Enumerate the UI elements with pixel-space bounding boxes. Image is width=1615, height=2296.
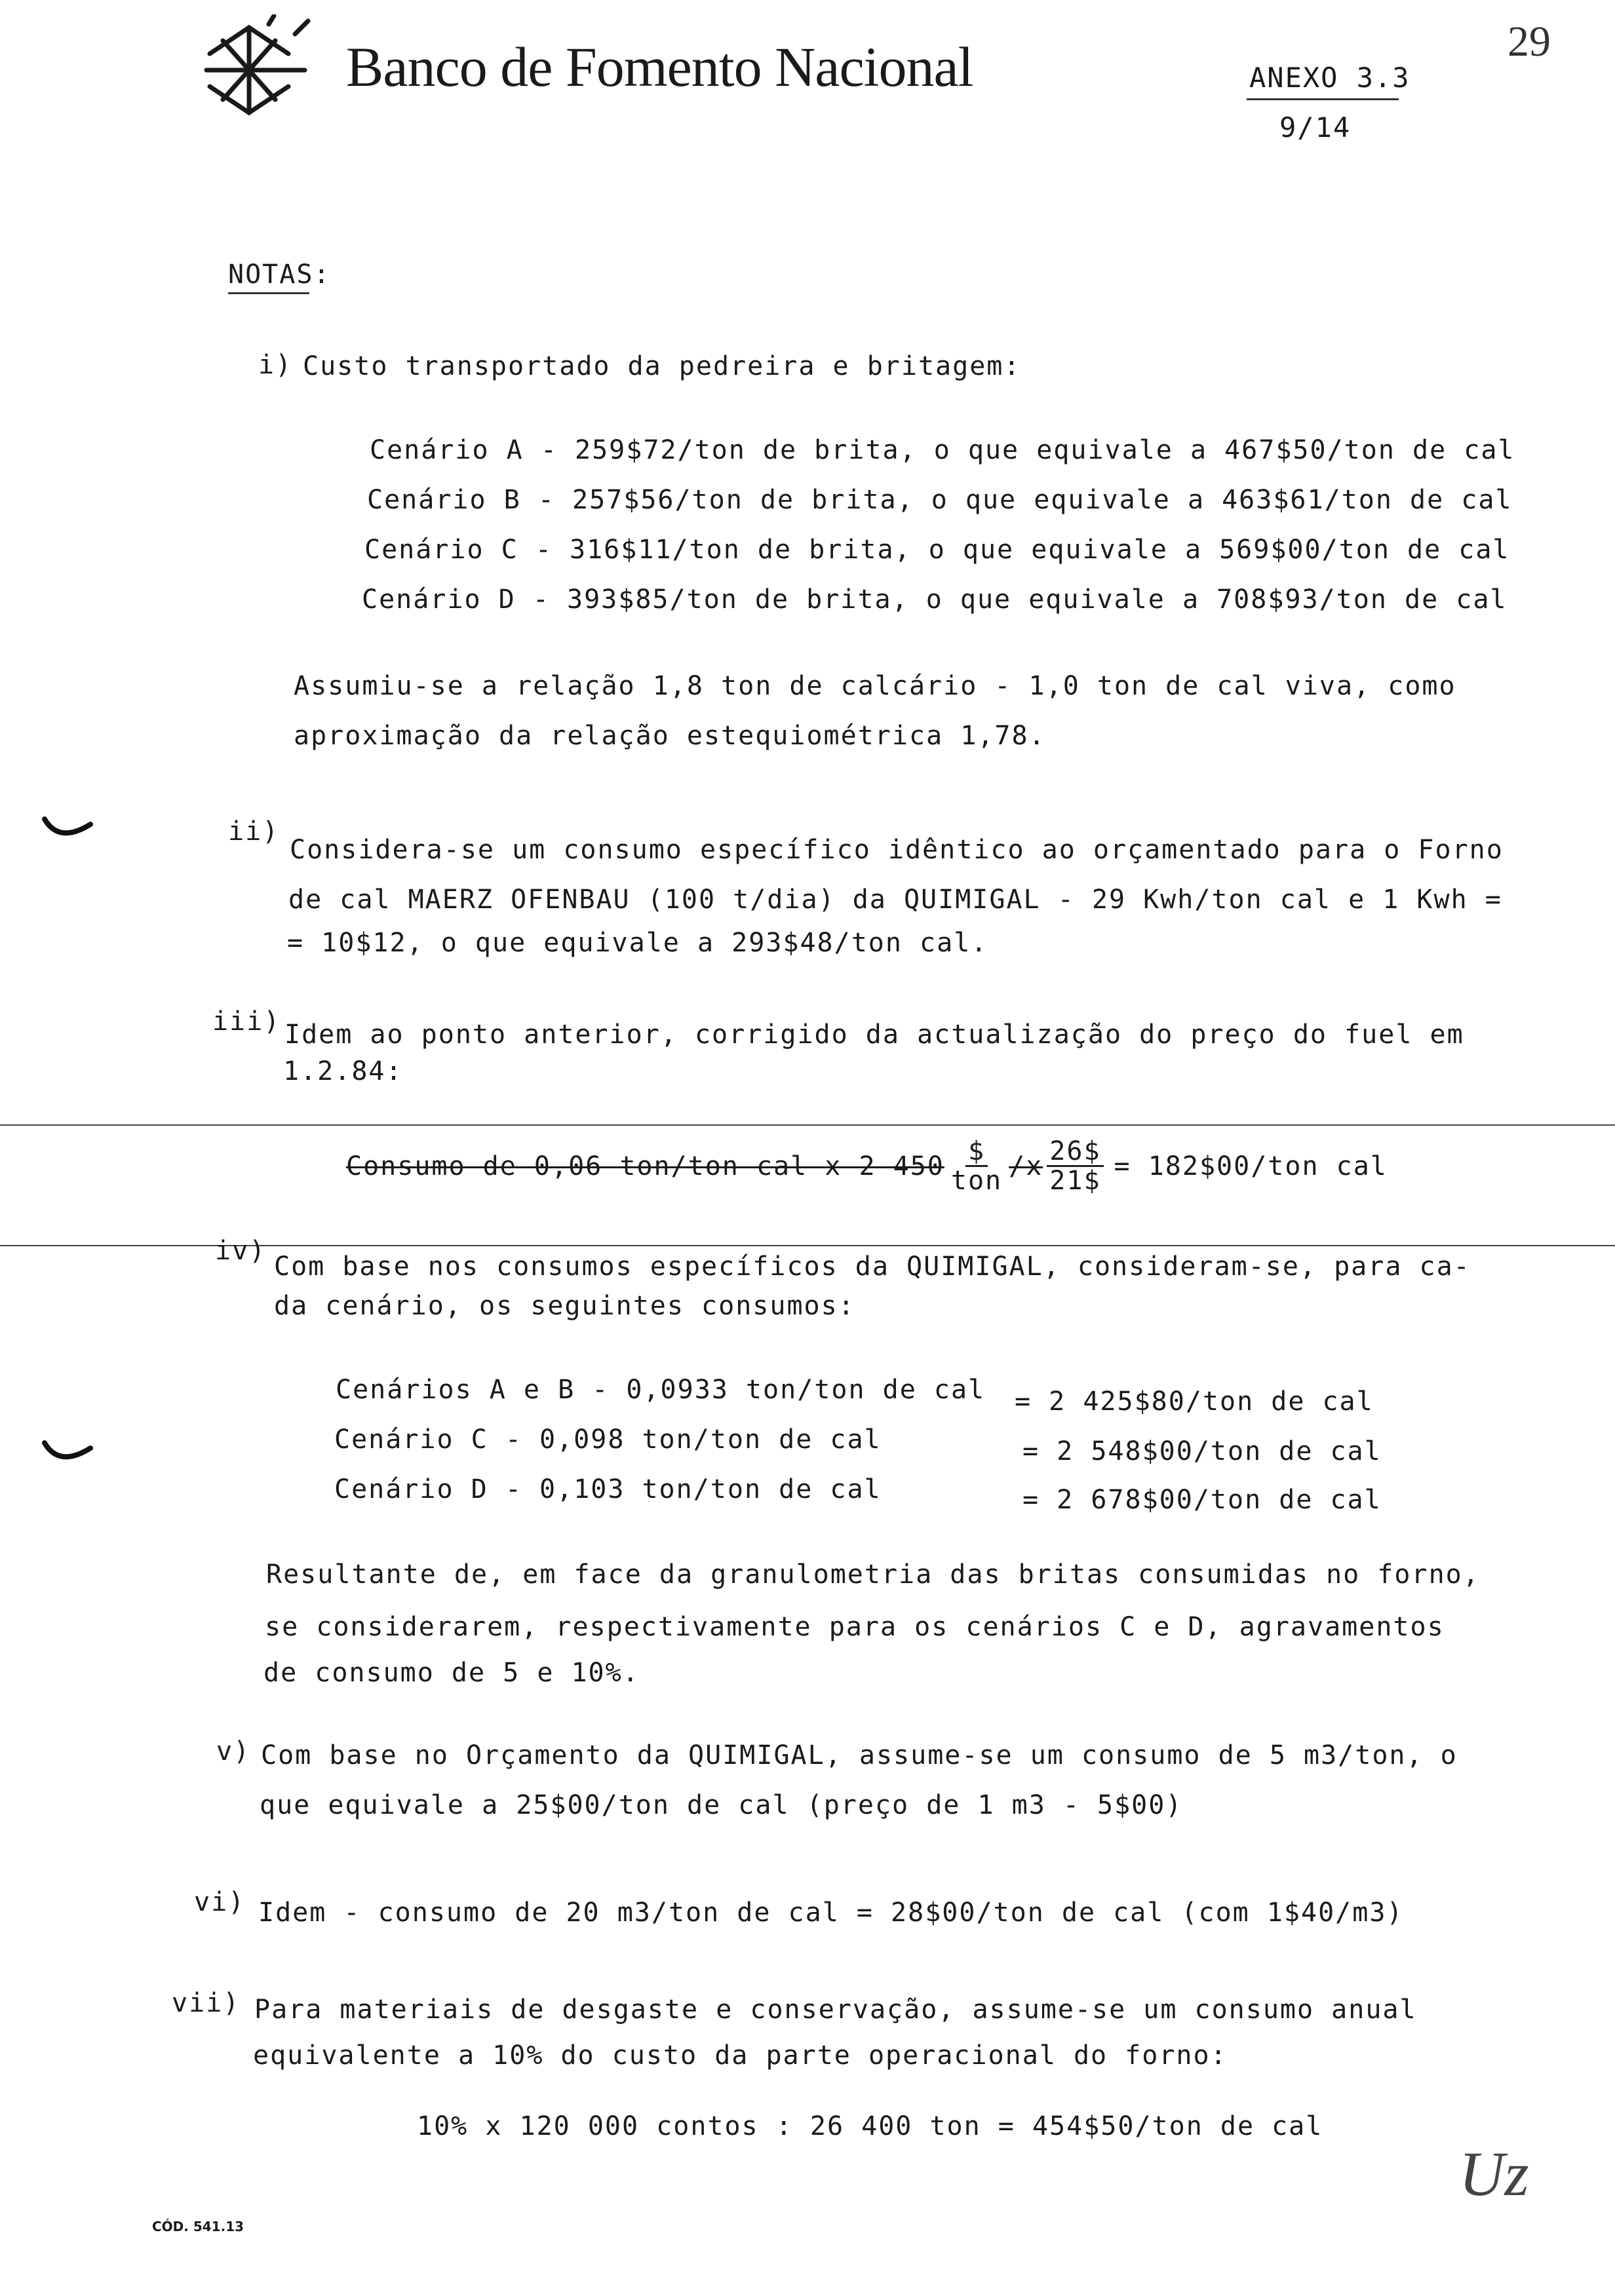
scenario-c-line: Cenário C - 316$11/ton de brita, o que equivale a 569$00/ton de cal xyxy=(364,535,1510,565)
note-ii-line2: de cal MAERZ OFENBAU (100 t/dia) da QUIMIGAL - 29 Kwh/ton cal e 1 Kwh = xyxy=(288,885,1502,915)
note-i-para-line1: Assumiu-se a relação 1,8 ton de calcário - 1,0 ton de cal viva, como xyxy=(294,671,1456,701)
note-vi-label: vi) xyxy=(194,1887,246,1917)
note-v-line2: que equivale a 25$00/ton de cal (preço de 1 m3 - 5$00) xyxy=(260,1790,1183,1820)
page-number: 29 xyxy=(1508,18,1551,66)
consumption-row-ab-right: = 2 425$80/ton de cal xyxy=(1015,1387,1374,1417)
form-code: CÓD. 541.13 xyxy=(152,2219,244,2234)
bank-logo-icon xyxy=(197,14,315,126)
formula-mid: /x xyxy=(1009,1151,1043,1181)
annex-label: ANEXO 3.3 xyxy=(1249,62,1411,94)
note-ii-line3: = 10$12, o que equivale a 293$48/ton cal. xyxy=(287,928,988,958)
consumption-row-ab-left: Cenários A e B - 0,0933 ton/ton de cal xyxy=(336,1375,986,1405)
bank-name: Banco de Fomento Nacional xyxy=(346,35,973,98)
fraction-per-ton xyxy=(948,1138,1005,1195)
note-iii-line2: 1.2.84: xyxy=(283,1056,403,1086)
note-vii-line1: Para materiais de desgaste e conservação, assume-se um consumo anual xyxy=(254,1995,1417,2025)
note-iv-line2: da cenário, os seguintes consumos: xyxy=(274,1291,855,1321)
note-iv-label: iv) xyxy=(215,1236,267,1266)
consumption-row-c-right: = 2 548$00/ton de cal xyxy=(1022,1436,1382,1466)
note-iii-label: iii) xyxy=(212,1006,281,1037)
note-i-label: i) xyxy=(258,350,293,380)
scenario-a-line: Cenário A - 259$72/ton de brita, o que equivale a 467$50/ton de cal xyxy=(370,435,1515,465)
notes-title-underline xyxy=(228,292,309,294)
scenario-d-line: Cenário D - 393$85/ton de brita, o que equivale a 708$93/ton de cal xyxy=(362,584,1508,615)
note-i-para-line2: aproximação da relação estequiométrica 1,78. xyxy=(294,721,1046,751)
note-i-text: Custo transportado da pedreira e britagem: xyxy=(303,351,1021,381)
rule-line-upper xyxy=(0,1124,1615,1126)
fraction-price-ratio-numerator: 26$ xyxy=(1047,1138,1103,1167)
note-ii-label: ii) xyxy=(228,816,280,847)
margin-hole-mark-lower xyxy=(39,1434,98,1473)
note-ii-line1: Considera-se um consumo específico idêntico ao orçamentado para o Forno xyxy=(290,835,1504,865)
notes-title: NOTAS: xyxy=(228,259,331,290)
note-vii-formula: 10% x 120 000 contos : 26 400 ton = 454$50/ton de cal xyxy=(417,2111,1323,2141)
scenario-b-line: Cenário B - 257$56/ton de brita, o que equivale a 463$61/ton de cal xyxy=(367,485,1513,515)
note-iii-line1: Idem ao ponto anterior, corrigido da actualização do preço do fuel em xyxy=(284,1020,1464,1050)
fraction-per-ton-numerator: $ xyxy=(965,1138,988,1167)
annex-underline xyxy=(1247,98,1399,100)
fraction-per-ton-denominator: ton xyxy=(950,1166,1003,1196)
formula-result: = 182$00/ton cal xyxy=(1114,1151,1388,1181)
note-iv-para-line2: se considerarem, respectivamente para os cenários C e D, agravamentos xyxy=(265,1612,1445,1642)
note-v-label: v) xyxy=(216,1736,251,1767)
note-iv-para-line3: de consumo de 5 e 10%. xyxy=(263,1658,640,1688)
note-vii-line2: equivalente a 10% do custo da parte operacional do forno: xyxy=(253,2040,1228,2071)
note-iv-line1: Com base nos consumos específicos da QUIMIGAL, consideram-se, para ca- xyxy=(274,1252,1471,1282)
consumption-row-d-left: Cenário D - 0,103 ton/ton de cal xyxy=(334,1474,882,1504)
consumption-row-d-right: = 2 678$00/ton de cal xyxy=(1022,1485,1382,1515)
margin-hole-mark-upper xyxy=(39,810,98,849)
note-vi-line1: Idem - consumo de 20 m3/ton de cal = 28$00/ton de cal (com 1$40/m3) xyxy=(258,1898,1404,1928)
note-iv-para-line1: Resultante de, em face da granulometria das britas consumidas no forno, xyxy=(266,1559,1480,1590)
note-v-line1: Com base no Orçamento da QUIMIGAL, assume-se um consumo de 5 m3/ton, o xyxy=(261,1740,1458,1770)
formula-prefix: Consumo de 0,06 ton/ton cal x 2 450 xyxy=(346,1151,944,1181)
consumption-row-c-left: Cenário C - 0,098 ton/ton de cal xyxy=(334,1425,882,1455)
fraction-price-ratio xyxy=(1047,1138,1103,1195)
note-vii-label: vii) xyxy=(172,1988,241,2018)
handwritten-initials: Uz xyxy=(1459,2139,1529,2209)
fraction-price-ratio-denominator: 21$ xyxy=(1049,1166,1101,1196)
note-iii-formula xyxy=(346,1138,1388,1195)
page-reference: 9/14 xyxy=(1279,111,1352,144)
